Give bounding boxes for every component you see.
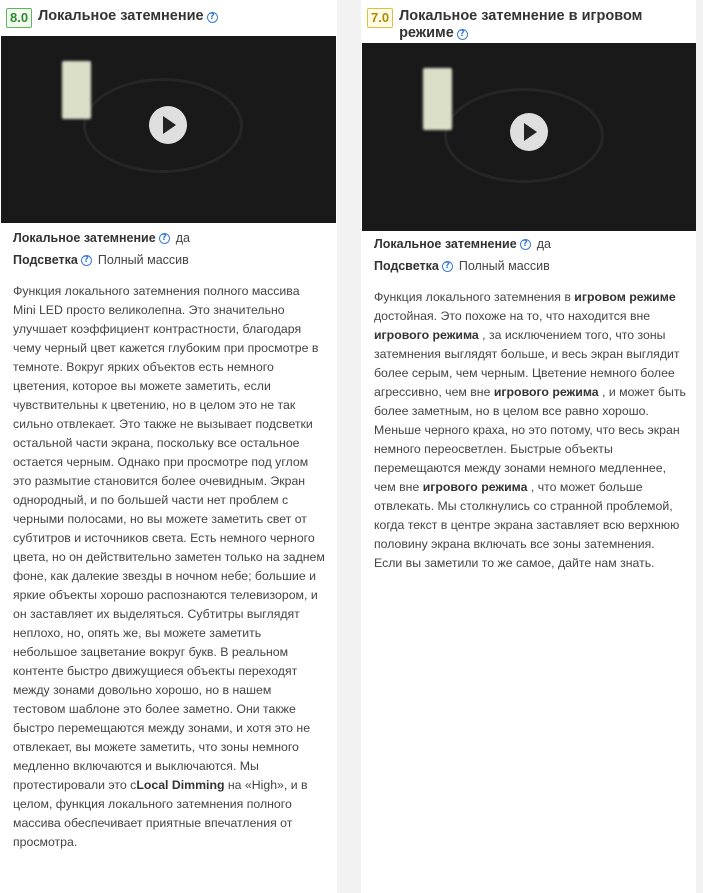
description-text: Функция локального затемнения полного массива Mini LED просто великолепна. Это значительно улучшает коэффициент контрастности, благодаря чему черный цвет кажется глубоким при просмотре в темноте. Вокруг ярких объектов есть немного цветения, которое вы можете заметить, если чувствительны к цветению, но в целом это не так сильно отвлекает. Это также не вызывает подсветки остальной части экрана, поскольку все остальное остается черным. Однако при просмотре под углом это размытие становится более очевидным. Экран однородный, и по большей части нет проблем с черными полосами, но вы можете заметить свет от субтитров и источников света. Есть немного черного цвета, но он действительно заметен только на заднем фоне, как далекие звезды в ночном небе; большие и яркие объекты хорошо распознаются телевизором, и он заставляет их выделяться. Субтитры выглядят неплохо, но, опять же, вы можете заметить небольшое зацветание вокруг букв. В реальном контенте быстро движущиеся объекты переходят между зонами довольно хорошо, но в нашем тестовом шаблоне это более заметно. Они также быстро перемещаются между зонами, и хотя это не отвлекает, вы можете заметить, что зоны немного медленно включаются и выключаются. Мы протестировали это сLocal Dimming на «High», и в целом, функция локального затемнения полного массива обеспечивает приятные впечатления от просмотра. <box>13 284 325 849</box>
card-header <box>361 0 696 42</box>
property-row <box>374 233 551 255</box>
property-label: Локальное затемнение <box>13 231 156 245</box>
property-row <box>13 249 190 271</box>
question-circle-icon[interactable]: ? <box>442 261 453 272</box>
play-icon[interactable] <box>149 106 187 144</box>
card-title: Локальное затемнение ? <box>38 8 218 25</box>
property-row <box>374 255 551 277</box>
card-header <box>0 0 337 28</box>
video-player[interactable] <box>362 43 696 231</box>
bright-panel <box>423 68 452 130</box>
property-row <box>13 227 190 249</box>
score-badge: 7.0 <box>367 8 393 28</box>
property-value: да <box>536 237 551 251</box>
video-player[interactable] <box>1 36 336 223</box>
score-badge: 8.0 <box>6 8 32 28</box>
question-circle-icon[interactable]: ? <box>207 12 218 23</box>
question-circle-icon[interactable]: ? <box>159 233 170 244</box>
property-label: Подсветка <box>13 253 78 267</box>
properties-list <box>374 233 551 277</box>
bright-panel <box>62 61 91 119</box>
question-circle-icon[interactable]: ? <box>81 255 92 266</box>
question-circle-icon[interactable]: ? <box>457 29 468 40</box>
play-icon[interactable] <box>510 113 548 151</box>
test-card-local-dimming-game-mode <box>361 0 696 893</box>
question-circle-icon[interactable]: ? <box>520 239 531 250</box>
property-value: да <box>175 231 190 245</box>
property-label: Локальное затемнение <box>374 237 517 251</box>
property-value: Полный массив <box>458 259 550 273</box>
properties-list <box>13 227 190 271</box>
test-card-local-dimming <box>0 0 337 893</box>
card-title: Локальное затемнение в игровом режиме ? <box>399 8 643 41</box>
property-label: Подсветка <box>374 259 439 273</box>
description-text: Функция локального затемнения в игровом режиме достойная. Это похоже на то, что находится вне игрового режима , за исключением того, что зоны затемнения выглядят больше, и весь экран выглядит более серым, чем черным. Цветение немного более агрессивно, чем вне игрового режима , и может быть более заметным, но в целом все равно хорошо. Меньше черного краха, но это потому, что весь экран немного переосветлен. Быстрые объекты перемещаются между зонами немного медленнее, чем вне игрового режима , что может больше отвлекать. Мы столкнулись со странной проблемой, когда текст в центре экрана заставляет всю верхнюю половину экрана включать все зоны затемнения. Если вы заметили то же самое, дайте нам знать. <box>374 290 686 570</box>
property-value: Полный массив <box>97 253 189 267</box>
